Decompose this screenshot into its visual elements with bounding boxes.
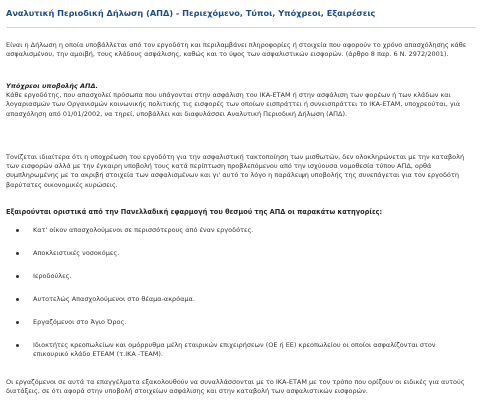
bullet-icon [16, 321, 19, 324]
obligation-section [6, 82, 474, 119]
bullet-icon [16, 298, 19, 301]
obligation-paragraph: Κάθε εργοδότης, που απασχολεί πρόσωπα που υπάγονται στην ασφάλιση του ΙΚΑ-ΕΤΑΜ ή στην ασφάλιση των φορέων ή των κλάδων και λογαριασμών των Οργανισμών κοινωνικής πολιτικής τις εισφορές των οποίων εισπράττει ή συνεισπράττει το ΙΚΑ-ΕΤΑΜ, υποχρεούται, για απασχόληση από 01/01/2002, να τηρεί, υποβάλλει και διαφυλάσσει Αναλυτική Περιοδική Δήλωση (ΑΠΔ). [6, 91, 461, 118]
list-item-text: Αποκλειστικές νοσοκόμες. [33, 249, 120, 257]
exclusions-heading: Εξαιρούνται οριστικά από την Πανελλαδική εφαρμογή του θεσμού της ΑΠΔ οι παρακάτω κατηγορίες: [6, 208, 383, 216]
emphasis-paragraph: Τονίζεται ιδιαίτερα ότι η υποχρέωση του εργοδότη για την ασφαλιστική τακτοποίηση των μισθωτών, δεν ολοκληρώνεται με την καταβολή των εισφορών αλλά με την έγκαιρη υποβολή τους κατά περίπτωση προβλεπόμενου από την ισχύουσα νομοθεσία τύπου ΑΠΔ, ορθά συμπληρωμένης με τα ακριβή στοιχεία των ασφαλισμένων και γι' αυτό το λόγο η παράλειψη υποβολής της συνεπάγεται για τον εργοδότη βαρύτατες οικονομικές κυρώσεις. [6, 153, 465, 189]
list-item-text: Αυτοτελώς Απασχολούμενοι στο θέαμα-ακρόαμα. [33, 295, 195, 303]
footer-paragraph: Οι εργαζόμενοι σε αυτά τα επαγγέλματα εξακολουθούν να συναλλάσσονται με το ΙΚΑ-ΕΤΑΜ με τον τρόπο που ορίζουν οι ειδικές για αυτούς διατάξεις, σε ότι αφορά στην υποβολή στοιχείων ασφάλισης και στην καταβολή των ασφαλιστικών εισφορών. [6, 378, 465, 396]
list-item-text: Εργαζόμενοι στο Άγιο Όρος. [33, 318, 127, 326]
page-title: Αναλυτική Περιοδική Δήλωση (ΑΠΔ) - Περιεχόμενο, Τύποι, Υπόχρεοι, Εξαιρέσεις [6, 8, 376, 18]
bullet-icon [16, 229, 19, 232]
bullet-icon [16, 252, 19, 255]
obligation-heading: Υπόχρεοι υποβολής ΑΠΔ. [6, 82, 98, 90]
bullet-icon [16, 344, 19, 347]
list-item-text: Ιεροδούλες. [33, 272, 72, 280]
list-item-text: Ιδιοκτήτες κρεοπωλείων και ομόρρυθμα μέλη εταιρικών επιχειρήσεων (ΟΕ ή ΕΕ) κρεοπωλείου οι οποίοι ασφαλίζονται στον επικουρικό κλάδο ΕΤΕΑΜ (τ.ΙΚΑ -ΤΕΑΜ). [33, 341, 436, 359]
title-divider [6, 27, 476, 28]
list-item-text: Κατ' οίκον απασχολούμενοι σε περισσότερους από έναν εργοδότες. [33, 226, 254, 234]
bullet-icon [16, 275, 19, 278]
intro-paragraph: Είναι η Δήλωση η οποία υποβάλλεται από τον εργοδότη και περιλαμβάνει πληροφορίες ή στοιχεία που αφορούν το χρόνο απασχόλησης κάθε ασφαλισμένου, την αμοιβή, τους κλάδους ασφάλισης, καθώς και το ύψος των ασφαλιστικών εισφορών. (άρθρο 8 παρ. 6 Ν. 2972/2001). [6, 41, 467, 59]
